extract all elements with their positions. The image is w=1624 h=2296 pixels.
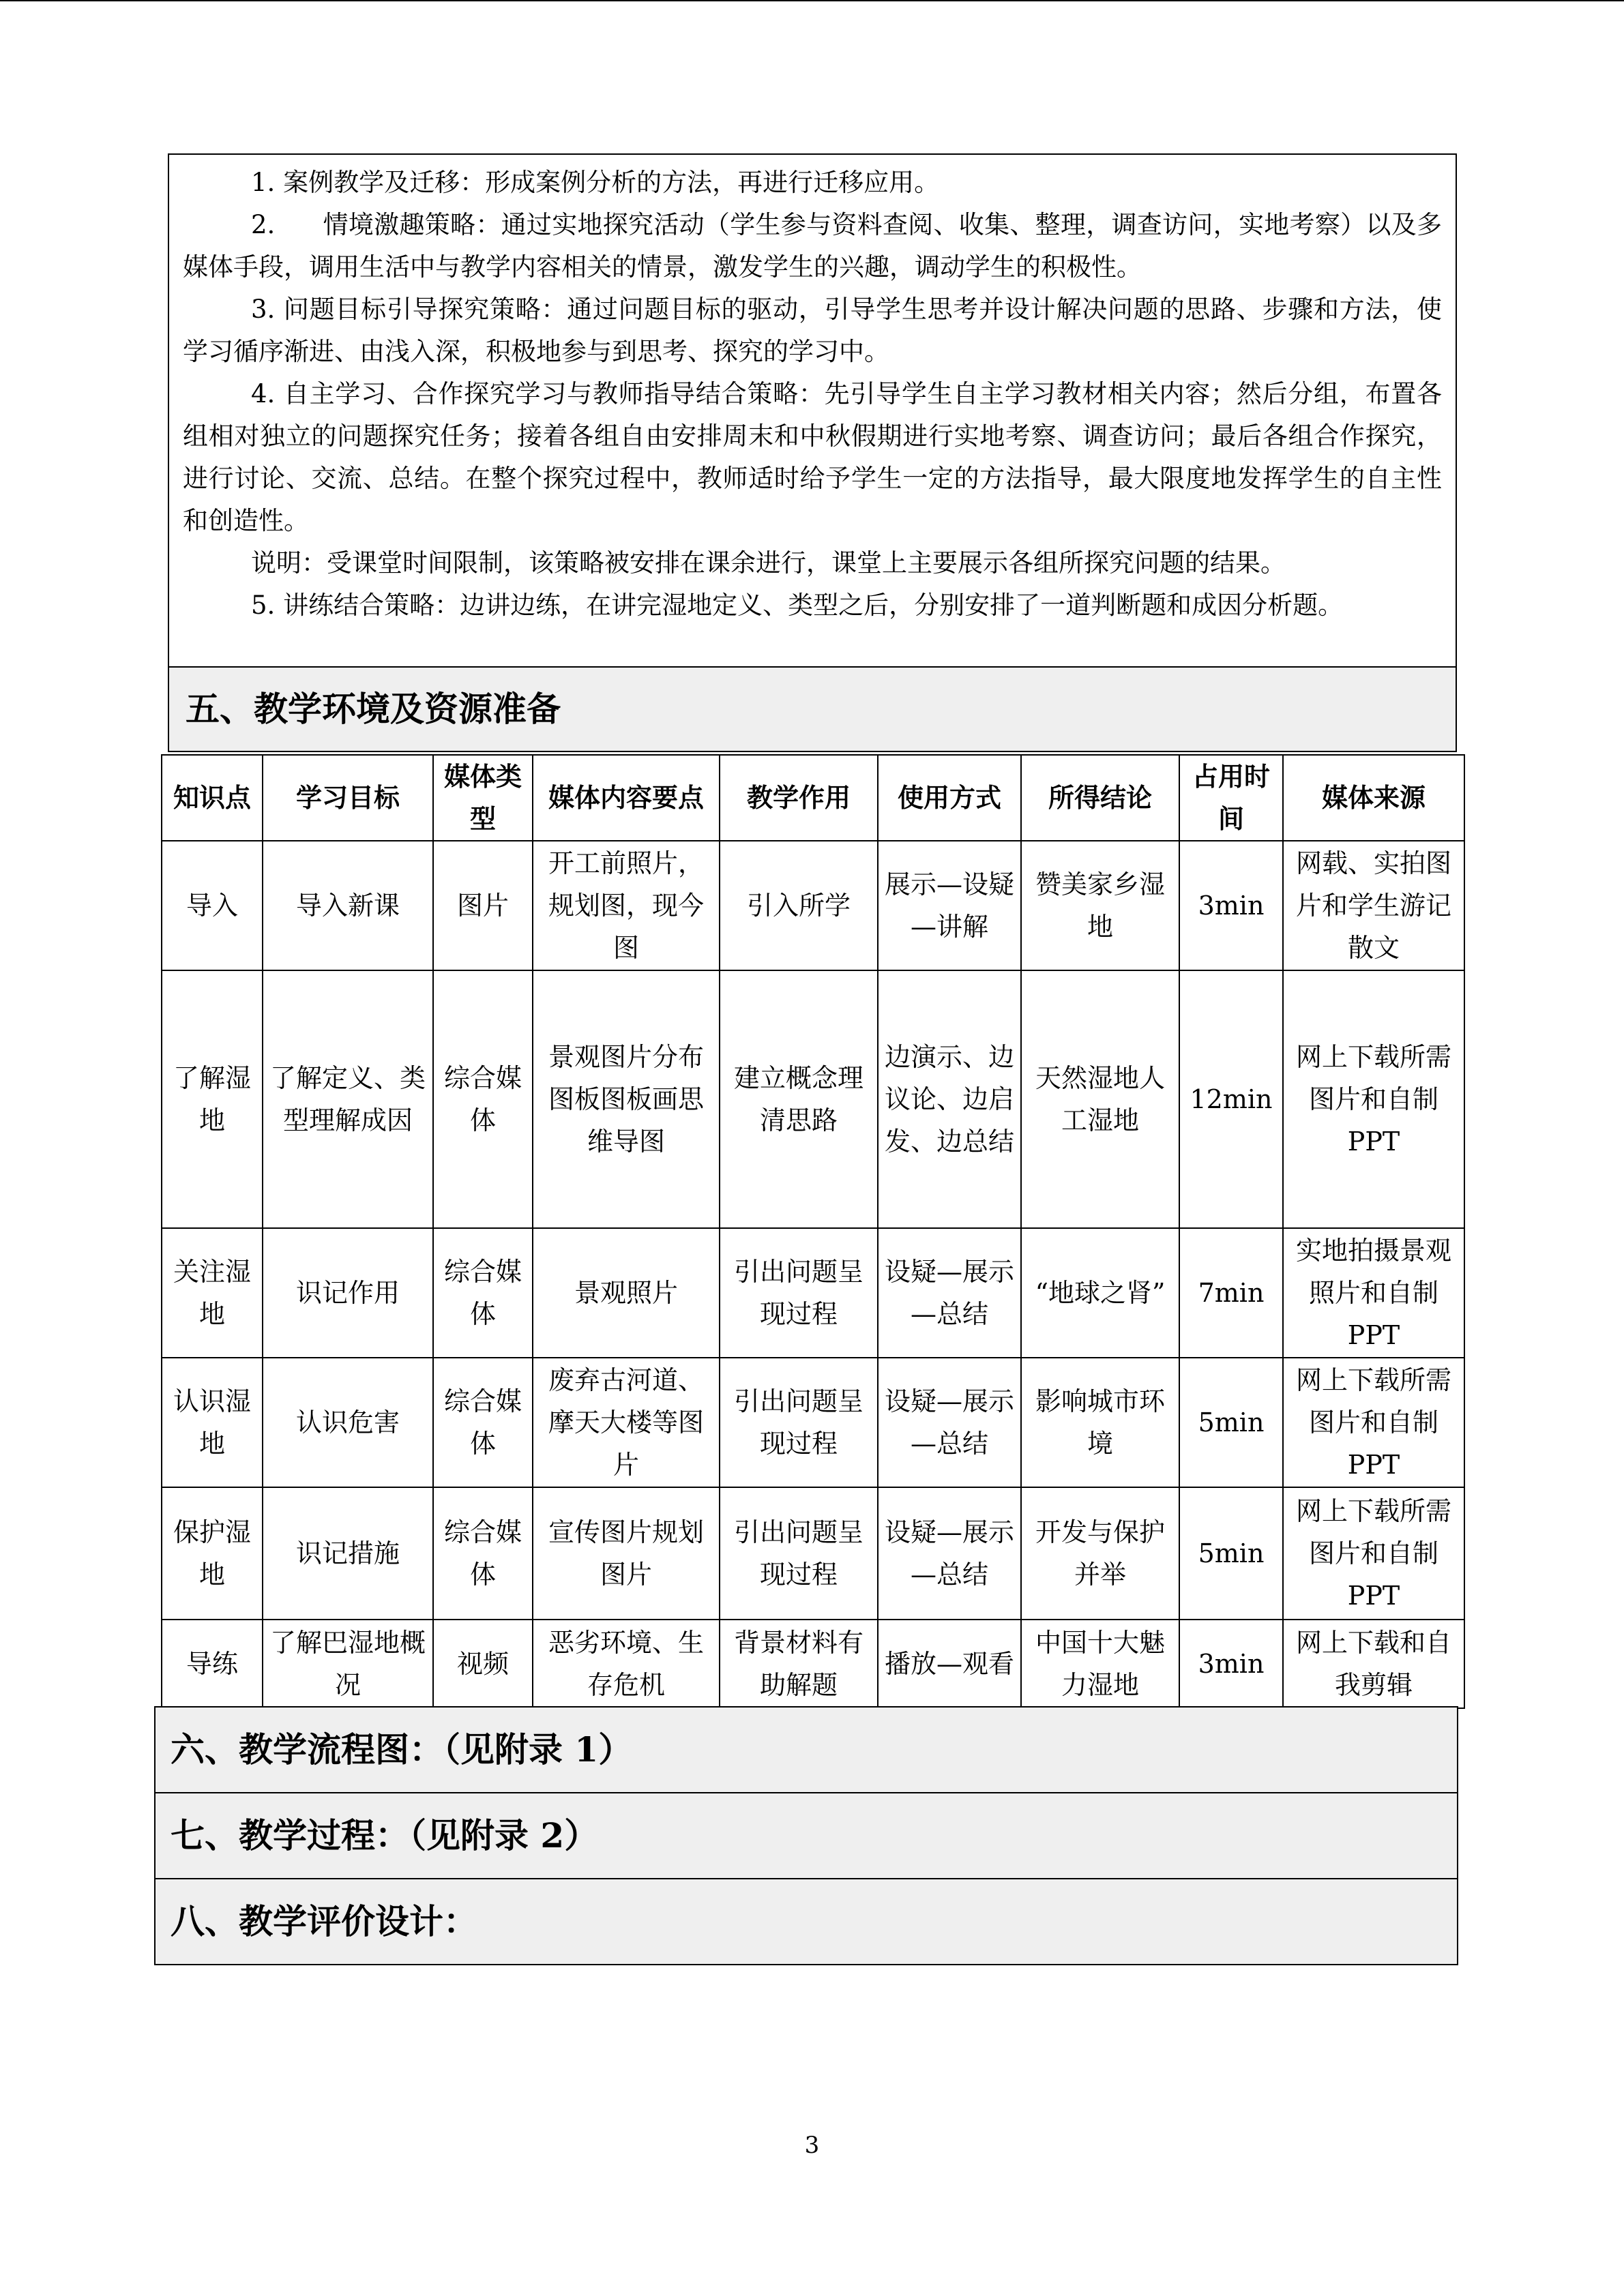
- table-row: [162, 1487, 1464, 1620]
- table-cell: 设疑—展示—总结: [878, 1358, 1021, 1487]
- column-header: 学习目标: [263, 755, 433, 841]
- table-cell: 认识危害: [263, 1358, 433, 1487]
- table-cell: 综合媒体: [433, 1358, 533, 1487]
- table-cell: 关注湿地: [162, 1228, 263, 1358]
- table-cell: 5min: [1179, 1487, 1283, 1620]
- section-heading: 六、教学流程图：（见附录 1）: [154, 1706, 1458, 1793]
- table-cell: 影响城市环境: [1021, 1358, 1179, 1487]
- table-row: [162, 1228, 1464, 1358]
- table-cell: 天然湿地人工湿地: [1021, 970, 1179, 1228]
- top-border-line: [0, 0, 1624, 1]
- table-cell: 5min: [1179, 1358, 1283, 1487]
- table-cell: 宣传图片规划图片: [533, 1487, 720, 1620]
- table-cell: 网上下载和自我剪辑: [1283, 1620, 1464, 1708]
- table-cell: 导入新课: [263, 841, 433, 970]
- table-row: [162, 841, 1464, 970]
- table-cell: “地球之肾”: [1021, 1228, 1179, 1358]
- strategy-item: 4. 自主学习、合作探究学习与教师指导结合策略：先引导学生自主学习教材相关内容；然后分组，布置各组相对独立的问题探究任务；接着各组自由安排周末和中秋假期进行实地考察、调查访问；最后各组合作探究，进行讨论、交流、总结。在整个探究过程中，教师适时给予学生一定的方法指导，最大限度地发挥学生的自主性和创造性。: [183, 379, 1442, 535]
- table-cell: 开工前照片，规划图，现今图: [533, 841, 720, 970]
- section-heading: 七、教学过程：（见附录 2）: [154, 1792, 1458, 1879]
- table-cell: 设疑—展示—总结: [878, 1228, 1021, 1358]
- section-heading: 八、教学评价设计：: [154, 1878, 1458, 1965]
- table-row: [162, 1620, 1464, 1708]
- table-cell: 开发与保护并举: [1021, 1487, 1179, 1620]
- table-cell: 保护湿地: [162, 1487, 263, 1620]
- table-cell: 网载、实拍图片和学生游记散文: [1283, 841, 1464, 970]
- table-cell: 了解巴湿地概况: [263, 1620, 433, 1708]
- table-cell: 引出问题呈现过程: [720, 1228, 878, 1358]
- table-cell: 实地拍摄景观照片和自制 PPT: [1283, 1228, 1464, 1358]
- strategy-list: [168, 153, 1457, 666]
- column-header: 知识点: [162, 755, 263, 841]
- column-header: 教学作用: [720, 755, 878, 841]
- table-cell: 综合媒体: [433, 1487, 533, 1620]
- table-cell: 恶劣环境、生存危机: [533, 1620, 720, 1708]
- table-row: [162, 1358, 1464, 1487]
- table-cell: 设疑—展示—总结: [878, 1487, 1021, 1620]
- column-header: 使用方式: [878, 755, 1021, 841]
- table-cell: 了解定义、类型理解成因: [263, 970, 433, 1228]
- table-cell: 建立概念理清思路: [720, 970, 878, 1228]
- column-header: 所得结论: [1021, 755, 1179, 841]
- table-cell: 引入所学: [720, 841, 878, 970]
- table-cell: 赞美家乡湿地: [1021, 841, 1179, 970]
- table-cell: 引出问题呈现过程: [720, 1358, 878, 1487]
- table-cell: 识记作用: [263, 1228, 433, 1358]
- table-cell: 了解湿地: [162, 970, 263, 1228]
- table-cell: 景观图片分布图板图板画思维导图: [533, 970, 720, 1228]
- table-cell: 综合媒体: [433, 1228, 533, 1358]
- column-header: 媒体类型: [433, 755, 533, 841]
- table-cell: 网上下载所需图片和自制 PPT: [1283, 970, 1464, 1228]
- column-header: 媒体来源: [1283, 755, 1464, 841]
- strategy-note: 说明：受课堂时间限制，该策略被安排在课余进行，课堂上主要展示各组所探究问题的结果。: [251, 548, 1286, 578]
- strategy-item: 5. 讲练结合策略：边讲边练，在讲完湿地定义、类型之后，分别安排了一道判断题和成因分析题。: [251, 591, 1344, 620]
- table-cell: 12min: [1179, 970, 1283, 1228]
- table-row: [162, 970, 1464, 1228]
- table-cell: 视频: [433, 1620, 533, 1708]
- table-cell: 图片: [433, 841, 533, 970]
- table-cell: 3min: [1179, 841, 1283, 970]
- table-cell: 展示—设疑—讲解: [878, 841, 1021, 970]
- strategy-item: 2. 情境激趣策略：通过实地探究活动（学生参与资料查阅、收集、整理，调查访问，实地考察）以及多媒体手段，调用生活中与教学内容相关的情景，激发学生的兴趣，调动学生的积极性。: [183, 210, 1442, 282]
- table-cell: 景观照片: [533, 1228, 720, 1358]
- table-header-row: [162, 755, 1464, 841]
- table-cell: 综合媒体: [433, 970, 533, 1228]
- table-cell: 7min: [1179, 1228, 1283, 1358]
- table-cell: 废弃古河道、摩天大楼等图片: [533, 1358, 720, 1487]
- table-cell: 导练: [162, 1620, 263, 1708]
- table-cell: 识记措施: [263, 1487, 433, 1620]
- strategy-item: 3. 问题目标引导探究策略：通过问题目标的驱动，引导学生思考并设计解决问题的思路、步骤和方法，使学习循序渐进、由浅入深，积极地参与到思考、探究的学习中。: [183, 295, 1442, 366]
- strategy-item: 1. 案例教学及迁移：形成案例分析的方法，再进行迁移应用。: [251, 168, 940, 197]
- table-cell: 中国十大魅力湿地: [1021, 1620, 1179, 1708]
- page-number: 3: [804, 2132, 820, 2159]
- column-header: 占用时间: [1179, 755, 1283, 841]
- section-heading: 五、教学环境及资源准备: [168, 666, 1457, 752]
- table-cell: 引出问题呈现过程: [720, 1487, 878, 1620]
- table-cell: 网上下载所需图片和自制 PPT: [1283, 1358, 1464, 1487]
- table-cell: 背景材料有助解题: [720, 1620, 878, 1708]
- table-cell: 3min: [1179, 1620, 1283, 1708]
- resource-table: [161, 754, 1465, 1709]
- table-cell: 网上下载所需图片和自制 PPT: [1283, 1487, 1464, 1620]
- table-cell: 认识湿地: [162, 1358, 263, 1487]
- table-cell: 边演示、边议论、边启发、边总结: [878, 970, 1021, 1228]
- table-cell: 导入: [162, 841, 263, 970]
- table-cell: 播放—观看: [878, 1620, 1021, 1708]
- column-header: 媒体内容要点: [533, 755, 720, 841]
